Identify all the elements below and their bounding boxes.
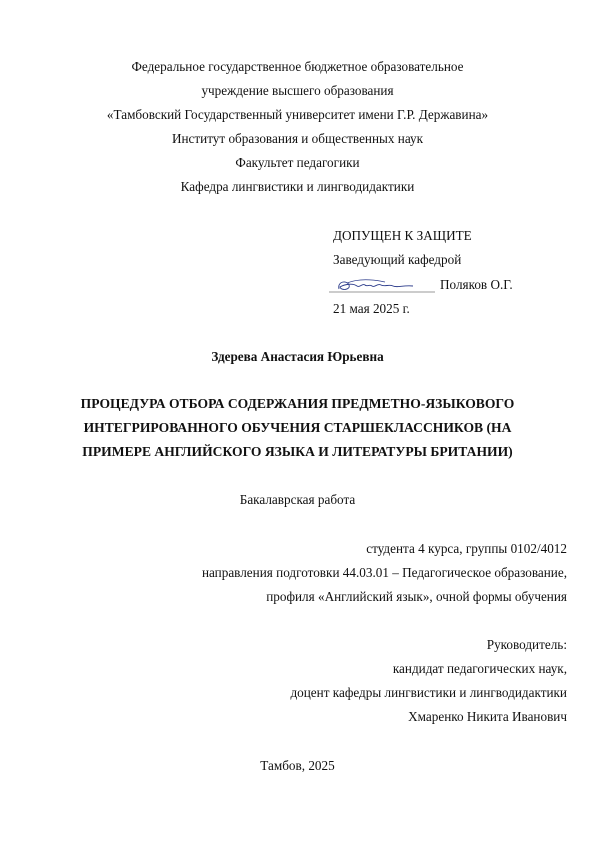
author-name: Здерева Анастасия Юрьевна <box>211 349 384 364</box>
header-line-1: Федеральное государственное бюджетное образовательное <box>131 59 464 74</box>
signature-stroke <box>339 282 413 290</box>
work-type: Бакалаврская работа <box>239 492 356 507</box>
header-line-2: учреждение высшего образования <box>201 83 394 98</box>
student-profile: профиля «Английский язык», очной формы обучения <box>266 589 567 604</box>
student-direction: направления подготовки 44.03.01 – Педагогическое образование, <box>201 565 567 580</box>
head-of-department-name: Поляков О.Г. <box>440 277 513 292</box>
approval-date: 21 мая 2025 г. <box>333 301 410 316</box>
thesis-title-line-2: ИНТЕГРИРОВАННОГО ОБУЧЕНИЯ СТАРШЕКЛАССНИКОВ (НА <box>83 420 512 435</box>
supervisor-degree: кандидат педагогических наук, <box>392 661 567 676</box>
approval-role: Заведующий кафедрой <box>333 252 462 267</box>
faculty-name: Факультет педагогики <box>235 155 360 170</box>
supervisor-position: доцент кафедры лингвистики и лингводидактики <box>290 685 567 700</box>
student-course: студента 4 курса, группы 0102/4012 <box>366 541 567 556</box>
thesis-title-line-1: ПРОЦЕДУРА ОТБОРА СОДЕРЖАНИЯ ПРЕДМЕТНО-ЯЗЫКОВОГО <box>80 396 515 411</box>
thesis-title-line-3: ПРИМЕРЕ АНГЛИЙСКОГО ЯЗЫКА И ЛИТЕРАТУРЫ БРИТАНИИ) <box>82 444 513 459</box>
supervisor-label: Руководитель: <box>486 637 567 652</box>
approval-title: ДОПУЩЕН К ЗАЩИТЕ <box>333 228 472 243</box>
university-name: «Тамбовский Государственный университет имени Г.Р. Державина» <box>106 107 489 122</box>
supervisor-name: Хмаренко Никита Иванович <box>408 709 567 724</box>
department-name: Кафедра лингвистики и лингводидактики <box>180 179 415 194</box>
signature-flourish <box>347 280 385 283</box>
city-year: Тамбов, 2025 <box>260 758 335 773</box>
signature-image <box>327 277 437 295</box>
institute-name: Институт образования и общественных наук <box>171 131 424 146</box>
